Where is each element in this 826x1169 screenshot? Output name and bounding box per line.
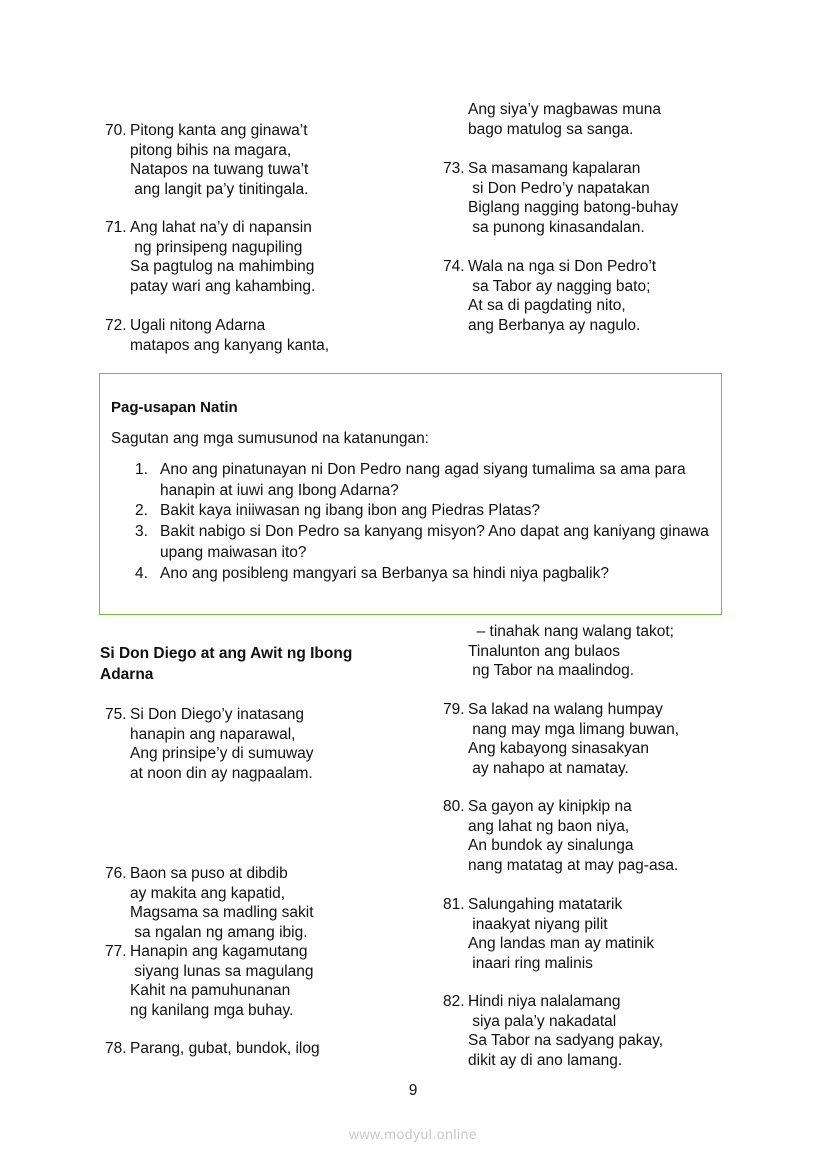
stanza-number: 82. [443,993,465,1010]
verse-line: Sa masamang kapalaran [468,160,641,177]
verse-line: dikit ay di ano lamang. [468,1051,623,1069]
verse-line: Kahit na pamuhunanan [130,982,291,999]
stanza-number: 77. [105,943,127,960]
stanza-number: 72. [105,317,127,334]
verse-line: Sa lakad na walang humpay [468,701,663,718]
verse-line: ay makita ang kapatid, [130,884,286,902]
verse-line: Sa Tabor na sadyang pakay, [468,1032,664,1049]
stanza-number: 81. [443,896,465,913]
question-text: Bakit kaya iniiwasan ng ibang ibon ang Piedras Platas? [160,502,540,519]
stanza-82 [443,992,773,1072]
page-number: 9 [408,1082,418,1099]
verse-line: sa punong kinasandalan. [468,218,645,236]
stanza-number: 75. [105,706,127,723]
verse-line: Sa gayon ay kinipkip na [468,798,632,815]
verse-line: Salungahing matatarik [468,896,623,913]
watermark: www.modyul.online [348,1126,478,1142]
question-number: 1. [135,461,148,478]
verse-line: at noon din ay nagpaalam. [130,764,313,782]
verse-line: siya pala’y nakadatal [468,1012,617,1030]
stanza-number: 71. [105,219,127,236]
stanza-75 [105,705,405,785]
verse-line: Wala na nga si Don Pedro’t [468,258,657,275]
discussion-intro: Sagutan ang mga sumusunod na katanungan: [111,430,429,447]
verse-line: bago matulog sa sanga. [468,120,634,138]
section-title: Si Don Diego at ang Awit ng Ibong Adarna [100,645,353,683]
verse-line: An bundok ay sinalunga [468,837,634,854]
verse-line: Baon sa puso at dibdib [130,865,288,882]
verse-line: si Don Pedro’y napatakan [468,179,650,197]
verse-line: Ang lahat na’y di napansin [130,219,312,236]
verse-line: ay nahapo at namatay. [468,759,629,777]
stanza-72 [105,316,405,356]
verse-line: siyang lunas sa magulang [130,962,314,980]
stanza-71 [105,218,405,298]
verse-line: ang lahat ng baon niya, [468,817,630,835]
verse-line: Ang siya’y magbawas muna [468,101,661,118]
verse-line: nang may mga limang buwan, [468,720,680,738]
stanza-78-continuation [468,622,768,681]
verse-line: ang langit pa’y tinitingala. [130,180,309,198]
stanza-73 [443,159,773,239]
verse-line: patay wari ang kahambing. [130,277,316,295]
stanza-number: 78. [105,1040,127,1057]
verse-line: Ang prinsipe’y di sumuway [130,745,314,762]
stanza-number: 76. [105,865,127,882]
question-text: Ano ang posibleng mangyari sa Berbanya sa hindi niya pagbalik? [160,565,609,582]
question-number: 4. [135,565,148,582]
verse-line: nang matatag at may pag-asa. [468,856,679,874]
verse-line: Ugali nitong Adarna [130,317,266,334]
question-text: Bakit nabigo si Don Pedro sa kanyang misyon? Ano dapat ang kaniyang ginawa upang maiwasan ito? [160,523,709,561]
verse-line: sa ngalan ng amang ibig. [130,923,308,941]
verse-line: inaari ring malinis [468,954,593,972]
verse-line: – tinahak nang walang takot; [468,623,674,640]
question-number: 3. [135,523,148,540]
stanza-74 [443,257,773,337]
verse-line: Biglang nagging batong-buhay [468,199,679,216]
stanza-number: 70. [105,122,127,139]
stanza-number: 79. [443,701,465,718]
verse-line: Si Don Diego’y inatasang [130,706,305,723]
stanza-number: 73. [443,160,465,177]
verse-line: Tinalunton ang bulaos [468,642,620,660]
stanza-78 [105,1039,405,1059]
verse-line: pitong bihis na magara, [130,141,292,159]
stanza-number: 80. [443,798,465,815]
verse-line: inaakyat niyang pilit [468,915,608,933]
stanza-80 [443,797,773,877]
question-text: Ano ang pinatunayan ni Don Pedro nang agad siyang tumalima sa ama para hanapin at iuwi ang Ibong Adarna? [160,461,686,499]
stanza-72-continuation [468,100,768,139]
question-number: 2. [135,502,148,519]
discussion-title: Pag-usapan Natin [111,399,238,416]
discussion-box [99,373,722,615]
verse-line: Hindi niya nalalamang [468,993,621,1010]
verse-line: ang Berbanya ay nagulo. [468,316,641,334]
verse-line: sa Tabor ay nagging bato; [468,277,651,295]
verse-line: matapos ang kanyang kanta, [130,336,330,354]
verse-line: At sa di pagdating nito, [468,297,626,314]
stanza-81 [443,895,773,975]
verse-line: Hanapin ang kagamutang [130,943,308,960]
verse-line: ng kanilang mga buhay. [130,1001,294,1019]
verse-line: Sa pagtulog na mahimbing [130,258,315,275]
stanza-70 [105,121,405,201]
verse-line: Pitong kanta ang ginawa’t [130,122,308,139]
verse-line: Parang, gubat, bundok, ilog [130,1040,320,1057]
verse-line: Magsama sa madling sakit [130,904,314,921]
verse-line: Ang kabayong sinasakyan [468,740,649,757]
stanza-76 [105,864,405,944]
verse-line: Ang landas man ay matinik [468,935,655,952]
verse-line: ng prinsipeng nagupiling [130,238,303,256]
stanza-79 [443,700,773,780]
verse-line: Natapos na tuwang tuwa’t [130,161,309,178]
stanza-number: 74. [443,258,465,275]
verse-line: hanapin ang naparawal, [130,725,296,743]
stanza-77 [105,942,405,1022]
verse-line: ng Tabor na maalindog. [468,662,635,679]
